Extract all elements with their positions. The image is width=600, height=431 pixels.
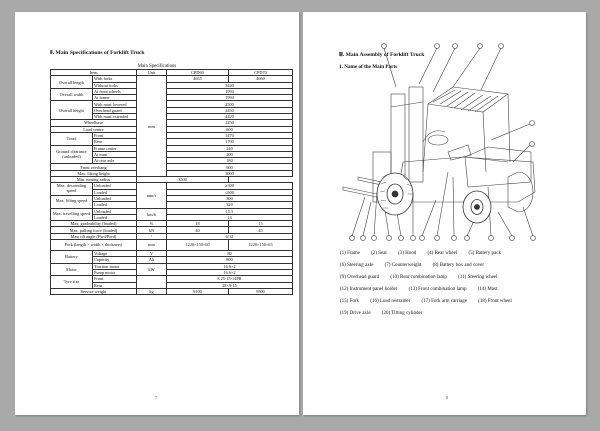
table-caption: Main Specifications [137, 64, 177, 69]
part-label: (20) Tilting cylinder [381, 310, 423, 316]
subsection-heading: 1. Name of the Main Parts [339, 64, 398, 70]
table-row: Wheelbase 2250 [51, 120, 293, 126]
spec-table [50, 69, 293, 295]
table-row: Rear 28×9-15 [51, 282, 293, 288]
callout-icon [382, 44, 387, 49]
table-row: Max. travelling speed Unloaded km/h 15.5 [51, 208, 293, 214]
part-label: (10) Rear combination lamp [390, 274, 447, 280]
table-row: Fork (length × width × thickness) mm 1220×150×60 1220×150×65 [51, 240, 293, 251]
table-row: Overall length With forks mm 4655 4660 [51, 76, 293, 82]
table-row: Ground clearance (unloaded) Frame center 240 [51, 145, 293, 151]
part-label: (8) Battery box and cover [432, 262, 484, 268]
table-row: Battery Voltage V 80 [51, 251, 293, 257]
table-row: With mast extended 4420 [51, 114, 293, 120]
part-label: (15) Fork [340, 298, 360, 304]
table-row: At mast 200 [51, 151, 293, 157]
table-row: Without forks 3440 [51, 82, 293, 88]
table-row: Min. turning radius 3500 [51, 177, 293, 183]
part-label: (16) Load restrainer [370, 298, 411, 304]
part-label: (12) Instrument panel holder [340, 286, 398, 292]
table-row: Loaded 14 [51, 214, 293, 220]
table-row: Max. descending speed Unloaded mm/s ≥300 [51, 183, 293, 189]
section-heading: Ⅱ. Main Specifications of Forklift Truck [50, 50, 145, 56]
table-row: Overhead guard 2450 [51, 107, 293, 113]
part-label: (7) Counterweight [384, 262, 422, 268]
part-label: (2) Seat [371, 251, 387, 256]
page-number: 7 [155, 395, 158, 400]
table-row: Pump motor 16.6×2 [51, 269, 293, 275]
table-row: Motor Traction motor kW 16.6×2 [51, 263, 293, 269]
left-page [15, 12, 299, 415]
table-row: Loaded ≤600 [51, 189, 293, 195]
table-header-row: Item Unit CPD60 CPD70 [51, 70, 293, 76]
table-row: Loaded 320 [51, 202, 293, 208]
callout-icon [478, 44, 483, 49]
table-row: Overall width At front wheels 1994 [51, 88, 293, 94]
right-page [303, 12, 586, 415]
part-label: (3) Hood [398, 251, 417, 256]
part-label: (17) Fork arm carriage [421, 298, 467, 304]
part-label: (14) Mast [477, 286, 498, 292]
part-label: (11) Steering wheel [458, 274, 498, 280]
part-label: (6) Steering axle [340, 262, 374, 268]
part-label: (4) Rear wheel [427, 251, 458, 256]
table-row: At rear axle 180 [51, 158, 293, 164]
table-row: Tread Front 1470 [51, 132, 293, 138]
table-row: Max. pulling force (loaded) kN 40 45 [51, 227, 293, 233]
section-heading: Ⅲ. Main Assembly of Forklift Truck [339, 52, 425, 58]
table-row: Tyre size Front 8.25-15-14PR [51, 276, 293, 282]
parts-list [340, 248, 580, 319]
part-label: (9) Overhead guard [340, 274, 380, 280]
table-row: Overall height With mast lowered 2500 [51, 101, 293, 107]
part-label: (18) Front wheel [478, 298, 512, 304]
table-row: Service weight kg 9100 9500 [51, 288, 293, 294]
callout-icon [499, 44, 504, 49]
page-number: 8 [446, 395, 449, 400]
table-row: Front overhang 600 [51, 164, 293, 170]
table-row: Mast tilt angle (Fwd/Bwd) ° 6/12 [51, 233, 293, 239]
table-row: Max. gradeability (loaded) % 18 15 [51, 221, 293, 227]
part-label: (19) Drive axle [340, 310, 371, 316]
table-row: Rear 1700 [51, 139, 293, 145]
table-row: Load centre 600 [51, 126, 293, 132]
table-row: Capacity Ah 800 [51, 257, 293, 263]
part-label: (13) Front combination lamp [408, 286, 467, 292]
callout-icon [453, 44, 458, 49]
part-label: (1) Frame [340, 251, 360, 256]
part-label: (5) Battery pack [468, 251, 501, 256]
table-row: Max. lifting height 3000 [51, 170, 293, 176]
callout-icon [435, 44, 440, 49]
table-row: At frame 1994 [51, 95, 293, 101]
forklift-diagram [303, 12, 586, 415]
table-row: Max. lifting speed Unloaded 300 [51, 195, 293, 201]
